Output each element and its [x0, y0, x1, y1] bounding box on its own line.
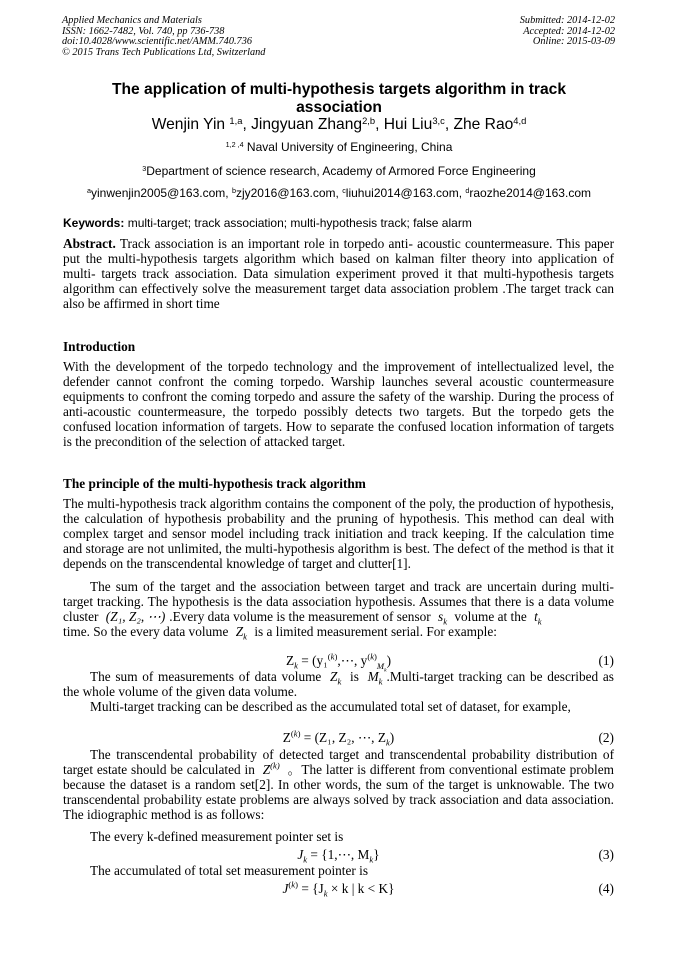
author-affiliation-marker: 4,d: [513, 115, 527, 126]
math-z-k: $Z^{(k)}$: [262, 760, 280, 777]
principle-paragraph-1: The multi-hypothesis track algorithm contains the component of the poly, the production of hypothesis, the calculation of hypothesis probability and the pruning of hypothesis. This method can deal with complex target and sensor model including track initiation and track keeping. If the calculation time and storage are not unlimited, the multi-hypothesis algorithm is best. The defect of the method is that it depends on the transcendental knowledge of target and clutter[1].: [63, 496, 614, 571]
abstract: [63, 237, 614, 312]
math-sensor: $s_k$: [438, 608, 448, 627]
email-marker: d: [465, 186, 470, 196]
author-list: Wenjin Yin $^{1,a}$, Jingyuan Zhang$^{2,b}$, Hui Liu$^{3,c}$, Zhe Rao$^{4,d}$: [151, 115, 527, 133]
math-zk: $Z_k$: [330, 669, 342, 687]
equation-3: [63, 847, 614, 863]
affiliation-text: Department of science research, Academy of Armored Force Engineering: [146, 164, 536, 178]
math-time: $t_k$: [534, 608, 542, 627]
doi-line: doi:10.4028/www.scientific.net/AMM.740.736: [62, 36, 252, 48]
author-affiliation-marker: 3,c: [432, 115, 445, 126]
equation-4: [63, 881, 614, 897]
author-affiliation-marker: 2,b: [362, 115, 376, 126]
affiliation: [0, 164, 678, 178]
email-marker: b: [231, 186, 236, 196]
section-heading-principle: The principle of the multi-hypothesis track algorithm: [63, 476, 366, 491]
equation-expression: $J^{(k)} = \{J_k \times k$ | k < K}: [282, 879, 395, 899]
principle-paragraph-6: The every k-defined measurement pointer set is: [90, 829, 344, 844]
email-address[interactable]: raozhe2014@163.com: [469, 186, 591, 200]
affiliation-text: Naval University of Engineering, China: [243, 140, 453, 154]
principle-paragraph-4: Multi-target tracking can be described as the accumulated total set of dataset, for example,: [90, 699, 571, 714]
math-mk: $M_k$: [367, 669, 383, 687]
equation-1: [63, 651, 614, 674]
equation-expression: $J_k$ = {1,⋯, $M_k$}: [297, 847, 380, 865]
introduction-paragraph: With the development of the torpedo technology and the improvement of intellectualized level, the defender cannot confront the coming torpedo. Warship launches several acoustic countermeasure equipments to confront the coming torpedo and assure the safety of the warship. During the process of anti-acoustic countermeasure, the torpedo possibly detects two targets. But the torpedo gets the confused location information of targets. How to separate the confused location information of targets is the precondition of the selection of attacked target.: [63, 359, 614, 449]
equation-expression: $Z_k$ = (y₁$^{(k)}$,⋯, $y^{(k)}_{M_k}$): [285, 651, 392, 674]
email-address[interactable]: liuhui2014@163.com: [345, 186, 459, 200]
principle-paragraph-7: The accumulated of total set measurement pointer is: [90, 863, 369, 878]
affiliation-marker: 1,2 ,4: [225, 140, 244, 150]
abstract-label: Abstract.: [63, 236, 116, 251]
principle-paragraph-3: The sum of measurements of data volume $Z_k$ is $M_k$ .Multi-target tracking can be described as the whole volume of the given data volume.: [63, 669, 614, 699]
equation-2: [63, 730, 614, 746]
principle-paragraph-2: The sum of the target and the association between target and track are uncertain during multi-target tracking. The hypothesis is the data association hypothesis. Assumes that there is a data volume cluster (Z₁, Z₂, ⋯) .Every data volume is the measurement of sensor $s_k$ volume at the $t_k$ time. So the every data volume $Z_k$ is a limited measurement serial. For example:: [63, 579, 614, 642]
equation-expression: $Z^{(k)} = (Z_1$, Z₂, ⋯, $Z_k$): [282, 728, 395, 748]
equation-number: (2): [598, 730, 614, 745]
paper-title: The application of multi-hypothesis targets algorithm in track association: [111, 81, 566, 116]
author-affiliation-marker: 1,a: [229, 115, 243, 126]
keywords-text: multi-target; track association; multi-hypothesis track; false alarm: [124, 216, 472, 230]
journal-name: Applied Mechanics and Materials: [62, 15, 202, 26]
online-date: Online: 2015-03-09: [532, 36, 615, 48]
math-cluster: (Z₁, Z₂, ⋯): [105, 608, 166, 624]
email-marker: a: [87, 186, 92, 196]
math-zk: $Z_k$: [235, 623, 247, 642]
journal-header-left: [62, 16, 265, 58]
email-address[interactable]: zjy2016@163.com: [235, 186, 336, 200]
copyright-line: © 2015 Trans Tech Publications Ltd, Switzerland: [62, 46, 266, 58]
author-name: Jingyuan Zhang: [251, 116, 363, 133]
author-name: Zhe Rao: [453, 116, 514, 133]
keywords: [63, 216, 472, 230]
affiliation: [0, 140, 678, 154]
section-heading-introduction: Introduction: [63, 339, 136, 354]
submitted-date: Submitted: 2014-12-02: [519, 15, 615, 26]
equation-number: (4): [598, 881, 614, 896]
email-list: $^a$yinwenjin2005@163.com, $^b$zjy2016@163.com, $^c$liuhui2014@163.com, $^d$raozhe2014@163.com: [87, 186, 591, 200]
principle-paragraph-5: The transcendental probability of detected target and transcendental probability distribution of target estate should be calculated in $Z^{(k)}$ 。The latter is different from conventional estimate problem because the dataset is a random set[2]. In other words, the sum of the target is unknowable. The two transcendental probability estate problems are always solved by track association and data association. The idiographic method is as follows:: [63, 747, 614, 822]
author-name: Wenjin Yin: [151, 116, 230, 133]
journal-header-right: [520, 16, 615, 48]
keywords-label: Keywords:: [63, 216, 125, 230]
email-address[interactable]: yinwenjin2005@163.com: [91, 186, 226, 200]
author-name: Hui Liu: [383, 116, 433, 133]
accepted-date: Accepted: 2014-12-02: [523, 25, 615, 37]
issn-line: ISSN: 1662-7482, Vol. 740, pp 736-738: [62, 25, 225, 37]
affiliation-marker: 3: [142, 164, 147, 174]
equation-number: (1): [598, 653, 614, 668]
abstract-text: Track association is an important role in torpedo anti- acoustic countermeasure. This paper put the multi-hypothesis targets algorithm which based on kalman filter theory into application of multi- targets track association. Data simulation experiment proved it that multi-hypothesis targets algorithm can effectively solve the measurement target data association problem .The target track can also be affirmed in short time: [63, 236, 614, 311]
equation-number: (3): [598, 847, 614, 862]
email-marker: c: [342, 186, 346, 196]
